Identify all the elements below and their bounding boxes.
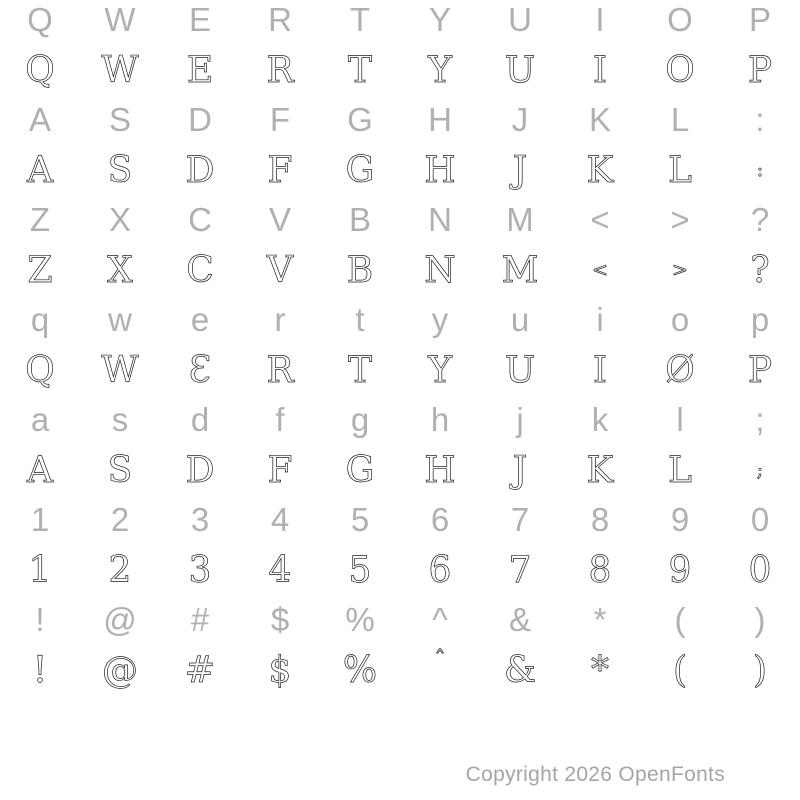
glyph: O (665, 49, 695, 91)
glyph: l (676, 401, 684, 438)
glyph: ) (752, 649, 768, 691)
specimen-row (0, 640, 800, 700)
glyph: 5 (350, 501, 370, 538)
glyph: d (190, 401, 210, 438)
glyph: s (111, 401, 129, 438)
glyph: ? (750, 201, 770, 238)
glyph: 1 (28, 549, 52, 591)
specimen-row (0, 240, 800, 300)
glyph: G (345, 149, 375, 191)
glyph: & (503, 649, 537, 691)
glyph: A (27, 149, 53, 191)
reference-row (0, 300, 800, 340)
glyph: S (107, 449, 133, 491)
glyph: ; (755, 401, 765, 438)
glyph: R (266, 49, 294, 91)
glyph: o (670, 301, 690, 338)
glyph: Z (29, 201, 51, 238)
reference-row (0, 400, 800, 440)
glyph: A (27, 449, 53, 491)
glyph: g (350, 401, 370, 438)
glyph: # (190, 601, 210, 638)
glyph: ; (756, 459, 764, 481)
glyph: Y (428, 349, 452, 391)
specimen-row (0, 540, 800, 600)
glyph: 7 (510, 501, 530, 538)
glyph: ( (672, 649, 688, 691)
glyph: W (101, 49, 139, 91)
glyph: a (30, 401, 50, 438)
glyph: Q (27, 1, 53, 38)
glyph: < (590, 201, 610, 238)
glyph: W (104, 1, 136, 38)
glyph: ( (674, 601, 686, 638)
glyph: T (347, 49, 372, 91)
glyph: 3 (188, 549, 212, 591)
glyph: 5 (348, 549, 372, 591)
glyph: K (586, 149, 614, 191)
glyph: > (672, 259, 688, 281)
glyph: > (670, 201, 690, 238)
glyph: r (274, 301, 286, 338)
glyph: S (108, 101, 131, 138)
glyph: Y (428, 1, 451, 38)
glyph: L (670, 101, 690, 138)
glyph: 6 (428, 549, 452, 591)
glyph: 4 (270, 501, 290, 538)
specimen-row (0, 440, 800, 500)
glyph: W (101, 349, 139, 391)
glyph: D (185, 449, 215, 491)
glyph: J (511, 101, 529, 138)
glyph: ^ (432, 601, 448, 638)
glyph: V (268, 201, 291, 238)
glyph: w (108, 301, 132, 338)
glyph: T (349, 1, 371, 38)
glyph: 9 (668, 549, 692, 591)
glyph: ! (35, 601, 45, 638)
glyph: E (186, 49, 214, 91)
glyph: t (355, 301, 365, 338)
glyph: 6 (430, 501, 450, 538)
glyph: O (667, 1, 693, 38)
glyph: F (267, 449, 293, 491)
reference-row (0, 500, 800, 540)
glyph: P (747, 49, 773, 91)
glyph: F (269, 101, 291, 138)
glyph: J (512, 149, 528, 191)
glyph: K (586, 449, 614, 491)
glyph: L (668, 149, 692, 191)
glyph: 2 (108, 549, 132, 591)
glyph: @ (102, 649, 138, 691)
glyph: 9 (670, 501, 690, 538)
glyph: Q (25, 49, 55, 91)
reference-row (0, 0, 800, 40)
glyph: K (588, 101, 611, 138)
specimen-row (0, 140, 800, 200)
glyph: X (107, 249, 133, 291)
glyph: P (747, 349, 773, 391)
glyph: C (188, 201, 212, 238)
glyph: D (185, 149, 215, 191)
glyph: U (504, 349, 536, 391)
glyph: Ø (665, 349, 695, 391)
glyph: h (430, 401, 450, 438)
glyph: N (424, 249, 456, 291)
glyph: G (347, 101, 373, 138)
glyph: 0 (750, 501, 770, 538)
glyph: : (755, 101, 765, 138)
glyph: 7 (508, 549, 532, 591)
glyph: U (504, 49, 536, 91)
glyph: @ (103, 601, 137, 638)
glyph: Y (428, 49, 452, 91)
glyph: M (506, 201, 534, 238)
glyph: F (267, 149, 293, 191)
glyph: I (592, 49, 608, 91)
reference-row (0, 600, 800, 640)
glyph: N (428, 201, 452, 238)
specimen-row (0, 40, 800, 100)
glyph: & (508, 601, 531, 638)
copyright-text: Copyright 2026 OpenFonts (465, 763, 725, 786)
glyph: 0 (748, 549, 772, 591)
glyph: $ (268, 649, 292, 691)
glyph: % (342, 649, 378, 691)
glyph: ) (754, 601, 766, 638)
glyph: G (345, 449, 375, 491)
glyph: ! (32, 649, 48, 691)
glyph: L (668, 449, 692, 491)
glyph: D (188, 101, 212, 138)
glyph: ˆ (434, 648, 446, 673)
glyph: ? (750, 249, 770, 291)
glyph: 3 (190, 501, 210, 538)
glyph: H (428, 101, 452, 138)
specimen-row (0, 340, 800, 400)
glyph: k (591, 401, 609, 438)
glyph: 2 (110, 501, 130, 538)
glyph: P (748, 1, 771, 38)
glyph: q (30, 301, 50, 338)
glyph: A (28, 101, 51, 138)
glyph: C (186, 249, 214, 291)
glyph: M (501, 249, 539, 291)
glyph: * (593, 601, 607, 638)
glyph: 8 (590, 501, 610, 538)
glyph: T (347, 349, 372, 391)
glyph: X (108, 201, 131, 238)
glyph: E (188, 1, 211, 38)
glyph: : (756, 159, 764, 181)
glyph: < (592, 259, 608, 281)
glyph: 1 (30, 501, 50, 538)
glyph: U (508, 1, 532, 38)
reference-row (0, 200, 800, 240)
glyph: B (348, 201, 371, 238)
glyph: Ɛ (188, 349, 212, 391)
glyph: H (424, 449, 456, 491)
glyph: p (750, 301, 770, 338)
glyph: R (268, 1, 292, 38)
glyph: y (431, 301, 449, 338)
glyph: u (510, 301, 530, 338)
glyph: Z (27, 249, 53, 291)
glyph: $ (270, 601, 290, 638)
glyph: I (595, 1, 605, 38)
glyph: * (591, 649, 609, 691)
glyph: B (346, 249, 374, 291)
glyph: S (107, 149, 133, 191)
glyph: J (512, 449, 528, 491)
glyph: i (596, 301, 604, 338)
glyph: e (190, 301, 210, 338)
glyph: V (267, 249, 293, 291)
glyph: f (275, 401, 285, 438)
glyph: H (424, 149, 456, 191)
glyph: I (592, 349, 608, 391)
glyph: # (184, 649, 216, 691)
glyph: 8 (588, 549, 612, 591)
glyph: 4 (268, 549, 292, 591)
reference-row (0, 100, 800, 140)
glyph: Q (25, 349, 55, 391)
glyph: R (266, 349, 294, 391)
glyph: % (345, 601, 375, 638)
glyph: j (516, 401, 524, 438)
